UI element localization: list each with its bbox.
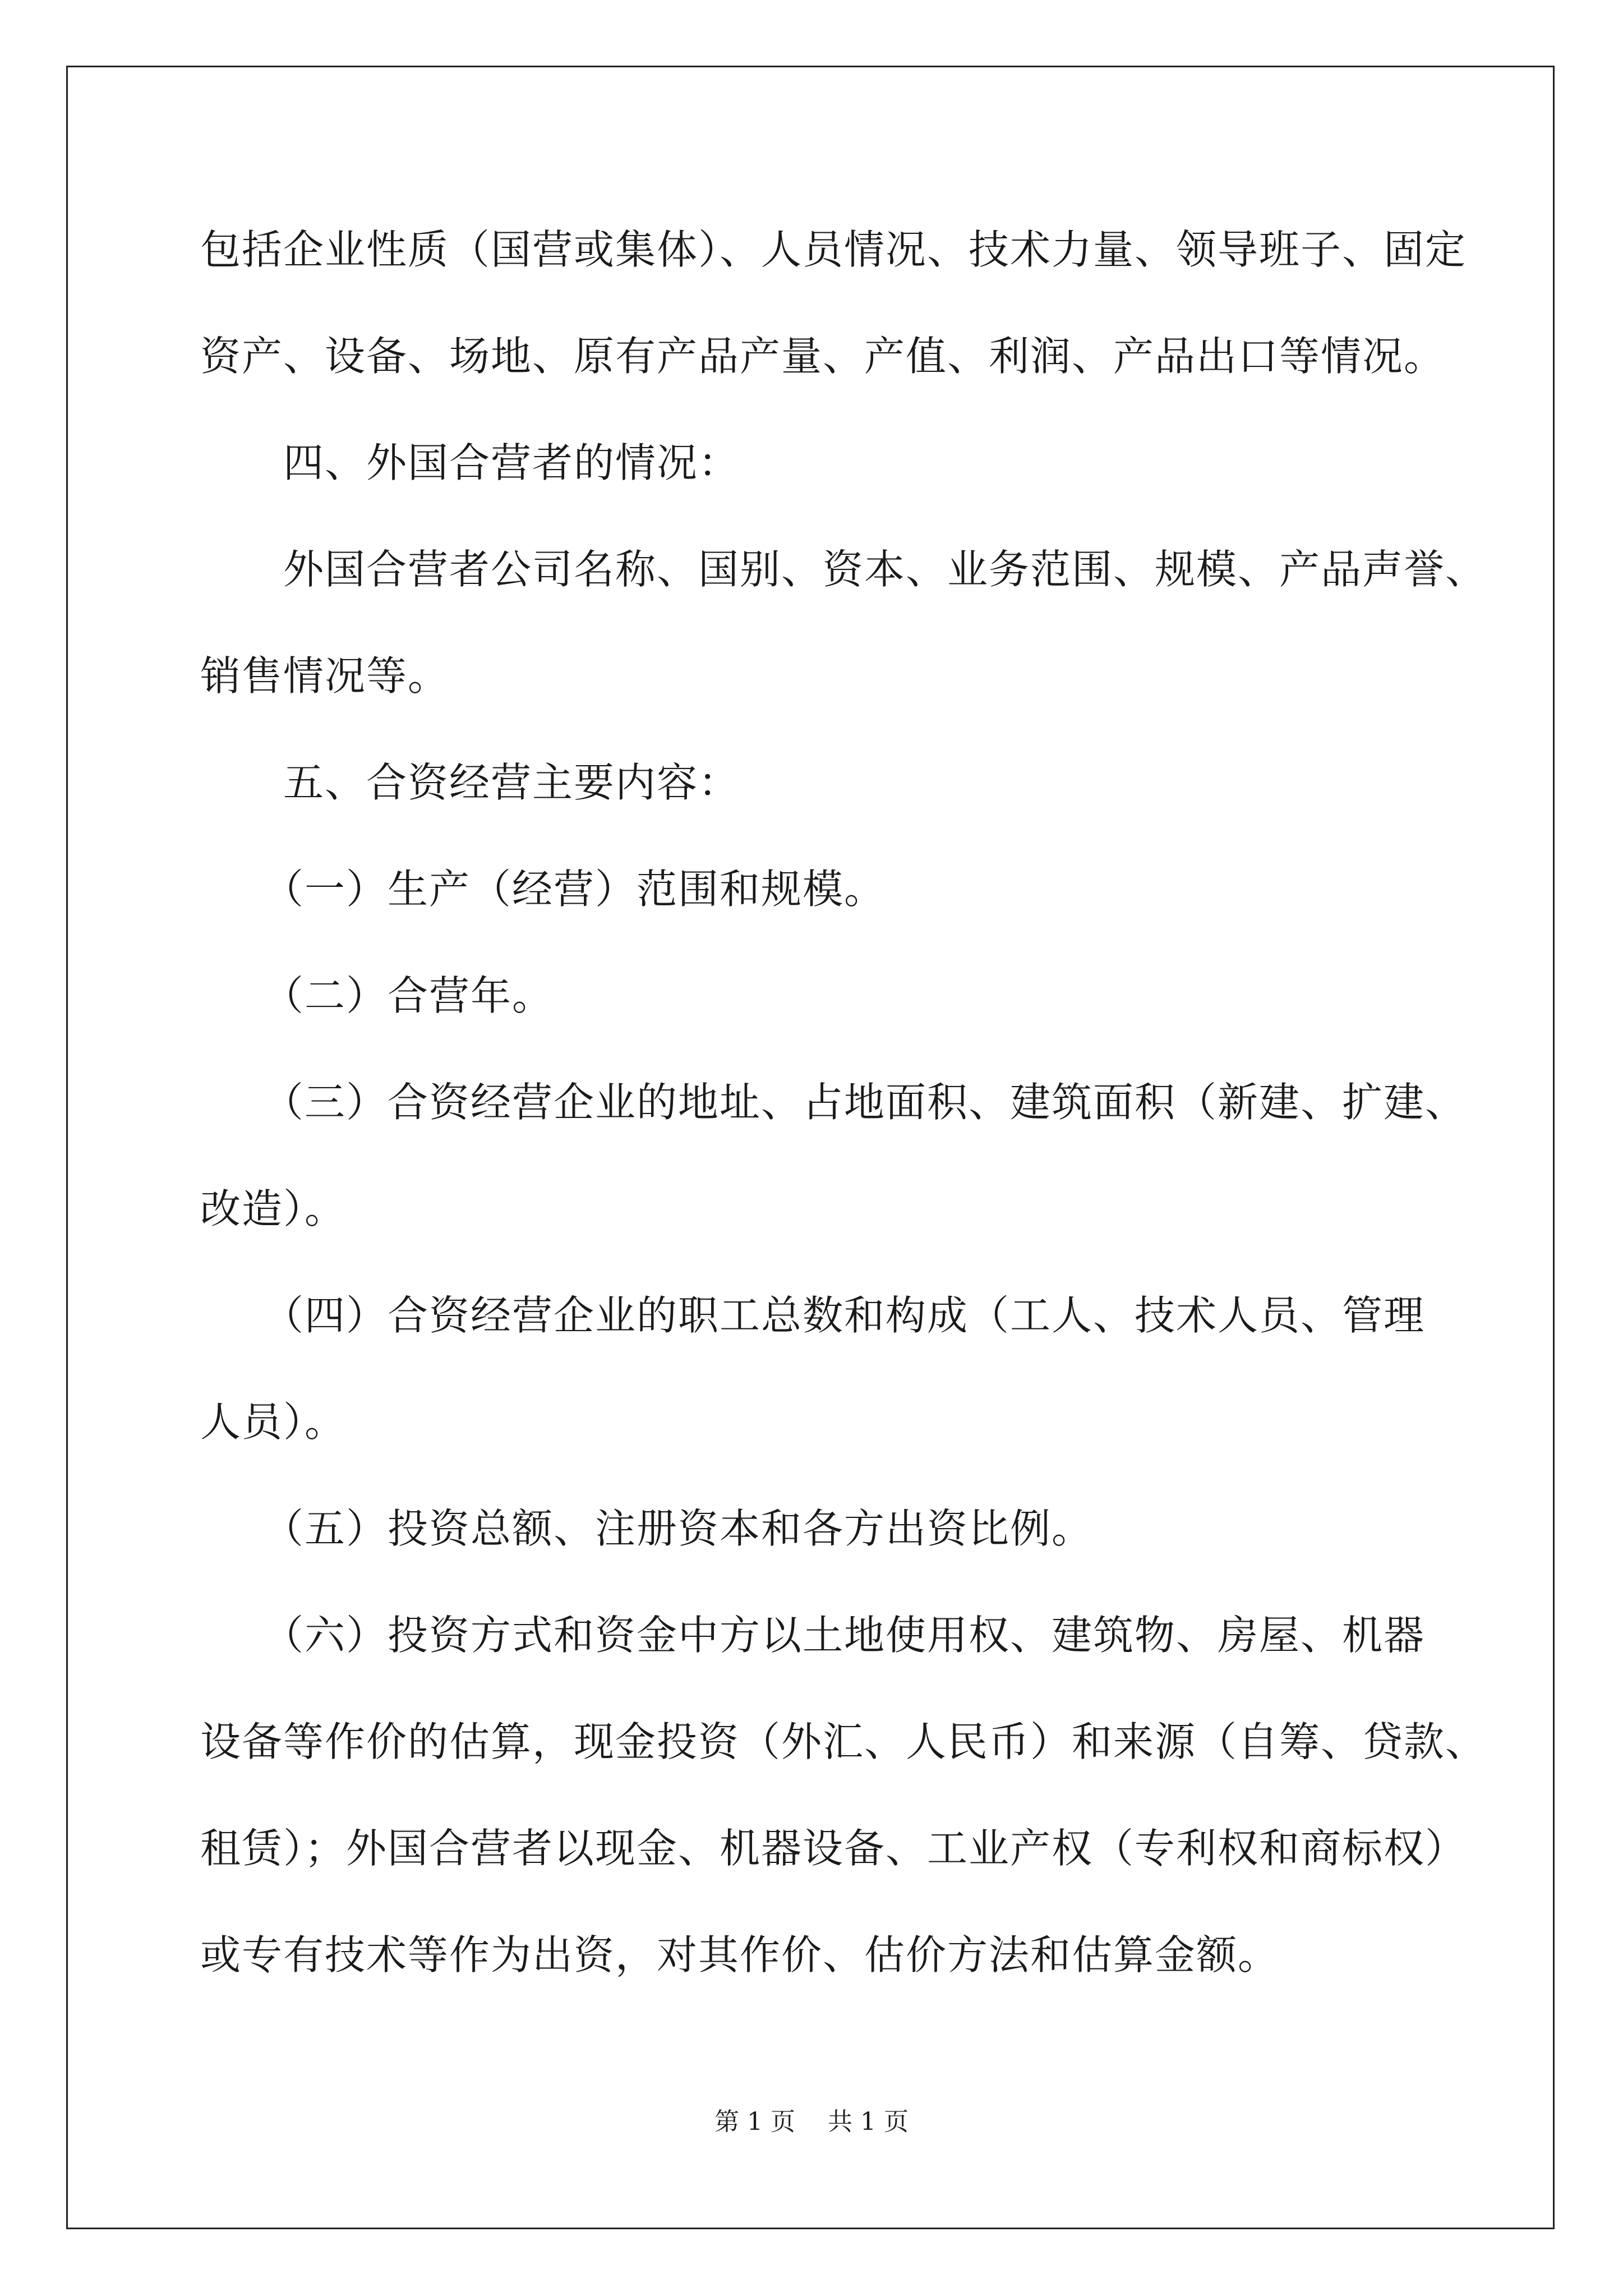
text-line: 外国合营者公司名称、国别、资本、业务范围、规模、产品声誉、 [200, 546, 1487, 593]
list-item: （四）合资经营企业的职工总数和构成（工人、技术人员、管理 [200, 1292, 1426, 1339]
text-line: 租赁）；外国合营者以现金、机器设备、工业产权（专利权和商标权） [200, 1825, 1467, 1872]
text-line: 或专有技术等作为出资，对其作价、估价方法和估算金额。 [200, 1931, 1280, 1978]
text-line: 人员）。 [200, 1398, 347, 1446]
section-heading: 五、合资经营主要内容： [200, 759, 740, 806]
list-item: （六）投资方式和资金中方以土地使用权、建筑物、房屋、机器 [200, 1612, 1426, 1659]
section-heading: 四、外国合营者的情况： [200, 439, 740, 486]
text-line: 设备等作价的估算，现金投资（外汇、人民币）和来源（自筹、贷款、 [200, 1718, 1487, 1765]
list-item: （一）生产（经营）范围和规模。 [200, 866, 886, 913]
list-item: （三）合资经营企业的地址、占地面积、建筑面积（新建、扩建、 [200, 1079, 1467, 1126]
text-line: 改造）。 [200, 1185, 347, 1232]
list-item: （五）投资总额、注册资本和各方出资比例。 [200, 1505, 1094, 1552]
text-line: 销售情况等。 [200, 652, 450, 700]
list-item: （二）合营年。 [200, 972, 554, 1019]
text-line: 包括企业性质（国营或集体）、人员情况、技术力量、领导班子、固定 [200, 226, 1467, 273]
page-frame [66, 66, 1555, 2229]
text-line: 资产、设备、场地、原有产品产量、产值、利润、产品出口等情况。 [200, 333, 1446, 380]
page-number-footer: 第 1 页 共 1 页 [714, 2108, 909, 2136]
